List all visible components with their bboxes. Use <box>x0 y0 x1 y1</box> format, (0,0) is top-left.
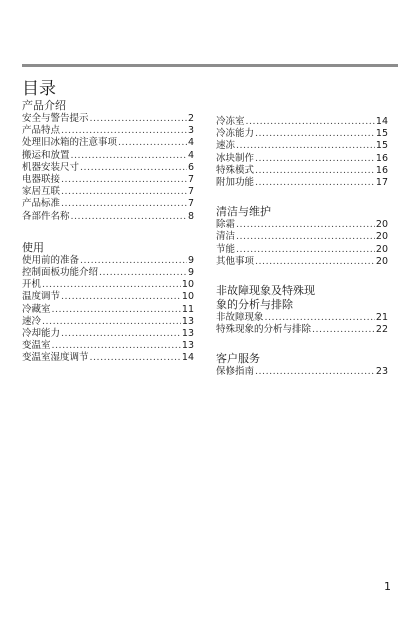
toc-entry-page: 6 <box>187 161 194 173</box>
dot-leader <box>255 177 375 189</box>
toc-entry-label: 安全与警告提示 <box>22 113 89 124</box>
dot-leader <box>255 153 375 165</box>
toc-entry-page: 10 <box>181 291 194 303</box>
toc-entry-page: 15 <box>375 140 388 152</box>
dot-leader <box>52 340 181 352</box>
toc-entry[interactable] <box>22 328 194 340</box>
toc-list-cleaning <box>216 219 388 268</box>
toc-entry-label: 温度调节 <box>22 291 61 303</box>
section-heading-troubleshooting-line-1: 非故障现象及特殊现 <box>216 284 315 298</box>
dot-leader <box>255 366 375 378</box>
toc-entry[interactable] <box>216 140 388 152</box>
toc-entry[interactable] <box>216 324 388 336</box>
toc-entry[interactable] <box>216 312 388 324</box>
toc-entry[interactable] <box>22 291 194 303</box>
toc-entry-page: 14 <box>375 116 388 127</box>
dot-leader <box>255 128 375 140</box>
toc-entry-page: 17 <box>375 177 388 189</box>
title-rule <box>22 64 398 67</box>
section-gap <box>22 223 194 241</box>
toc-list-usage <box>22 255 194 365</box>
dot-leader <box>42 316 181 328</box>
dot-leader <box>80 255 187 267</box>
toc-entry[interactable] <box>22 316 194 328</box>
toc-entry-label: 变温室湿度调节 <box>22 352 89 364</box>
page-title: 目录 <box>22 79 56 99</box>
toc-entry-label: 冷藏室 <box>22 303 51 315</box>
toc-entry-page: 22 <box>375 324 388 336</box>
toc-entry-label: 速冷 <box>22 315 42 327</box>
toc-entry[interactable] <box>216 116 388 128</box>
toc-entry-page: 13 <box>181 328 194 340</box>
dot-leader <box>90 352 181 364</box>
toc-entry-page: 20 <box>375 255 388 267</box>
toc-list-customer-service <box>216 366 388 378</box>
dot-leader <box>255 256 375 268</box>
toc-entry[interactable] <box>216 153 388 165</box>
dot-leader <box>61 174 187 186</box>
toc-entry[interactable] <box>22 352 194 364</box>
dot-leader <box>61 198 187 210</box>
toc-entry-label: 除霜 <box>216 219 236 231</box>
dot-leader <box>61 125 187 137</box>
dot-leader <box>236 219 375 231</box>
dot-leader <box>236 140 375 152</box>
toc-left-column <box>22 99 194 365</box>
toc-entry-page: 7 <box>187 186 194 198</box>
toc-entry-label: 使用前的准备 <box>22 254 80 266</box>
toc-entry[interactable] <box>22 267 194 279</box>
toc-entry-page: 16 <box>375 152 388 164</box>
toc-entry-page: 23 <box>375 366 388 378</box>
toc-entry-page: 7 <box>187 198 194 210</box>
toc-entry[interactable] <box>216 231 388 243</box>
toc-entry[interactable] <box>216 366 388 378</box>
toc-entry[interactable] <box>216 128 388 140</box>
dot-leader <box>236 231 375 243</box>
toc-entry[interactable] <box>22 162 194 174</box>
page-number: 1 <box>384 580 391 593</box>
toc-entry[interactable] <box>22 186 194 198</box>
toc-entry-label: 其他事项 <box>216 255 255 267</box>
dot-leader <box>80 162 187 174</box>
toc-entry-page: 20 <box>375 219 388 231</box>
toc-entry-label: 非故障现象 <box>216 312 264 324</box>
toc-entry-label: 特殊模式 <box>216 164 255 176</box>
toc-entry[interactable] <box>216 256 388 268</box>
section-heading-cleaning: 清洁与维护 <box>216 205 271 219</box>
toc-list-product-intro <box>22 113 194 223</box>
toc-entry-label: 开机 <box>22 279 42 291</box>
dot-leader <box>61 291 181 303</box>
toc-entry-label: 处理旧冰箱的注意事项 <box>22 137 118 149</box>
toc-entry[interactable] <box>22 255 194 267</box>
dot-leader <box>61 186 187 198</box>
dot-leader <box>265 312 375 324</box>
toc-entry-page: 21 <box>375 312 388 324</box>
toc-entry-label: 节能 <box>216 243 236 255</box>
section-heading-troubleshooting-line-2: 象的分析与排除 <box>216 298 293 312</box>
dot-leader <box>118 137 187 149</box>
section-heading-usage: 使用 <box>22 240 44 254</box>
dot-leader <box>61 328 181 340</box>
toc-entry-label: 速冻 <box>216 140 236 152</box>
toc-entry-label: 冷却能力 <box>22 328 61 340</box>
toc-list-freezer <box>216 116 388 189</box>
toc-entry-label: 产品特点 <box>22 125 61 137</box>
toc-entry[interactable] <box>22 279 194 291</box>
toc-entry[interactable] <box>216 165 388 177</box>
toc-entry-label: 家居互联 <box>22 186 61 198</box>
dot-leader <box>71 211 187 223</box>
toc-entry-page: 13 <box>181 315 194 327</box>
toc-entry-page: 20 <box>375 243 388 255</box>
toc-entry-label: 产品标准 <box>22 198 61 210</box>
toc-entry-label: 机器安装尺寸 <box>22 161 80 173</box>
toc-entry-page: 10 <box>181 279 194 291</box>
toc-entry[interactable] <box>22 304 194 316</box>
toc-entry[interactable] <box>22 125 194 137</box>
dot-leader <box>99 267 187 279</box>
toc-entry-label: 冰块制作 <box>216 152 255 164</box>
toc-entry-page: 7 <box>187 174 194 186</box>
toc-entry-page: 11 <box>181 303 194 315</box>
toc-entry[interactable] <box>22 340 194 352</box>
toc-entry-label: 变温室 <box>22 340 51 352</box>
toc-entry-page: 2 <box>187 113 194 124</box>
toc-entry-page: 9 <box>187 254 194 266</box>
toc-entry-label: 冷冻能力 <box>216 128 255 140</box>
toc-entry[interactable] <box>216 244 388 256</box>
toc-entry-page: 13 <box>181 340 194 352</box>
toc-entry[interactable] <box>216 219 388 231</box>
toc-entry-page: 15 <box>375 128 388 140</box>
toc-entry-label: 搬运和放置 <box>22 149 70 161</box>
toc-entry-label: 附加功能 <box>216 177 255 189</box>
toc-entry-label: 控制面板功能介绍 <box>22 267 99 279</box>
toc-entry[interactable] <box>22 211 194 223</box>
toc-entry[interactable] <box>22 198 194 210</box>
toc-entry[interactable] <box>22 137 194 149</box>
dot-leader <box>52 304 181 316</box>
toc-right-column <box>216 116 388 379</box>
dot-leader <box>246 116 375 128</box>
section-gap <box>216 268 388 284</box>
dot-leader <box>90 113 187 125</box>
toc-entry-page: 16 <box>375 164 388 176</box>
toc-entry-page: 14 <box>181 352 194 364</box>
toc-entry-label: 各部件名称 <box>22 210 70 222</box>
toc-entry-page: 9 <box>187 267 194 279</box>
dot-leader <box>236 244 375 256</box>
toc-entry-label: 保修指南 <box>216 366 255 378</box>
toc-entry[interactable] <box>22 174 194 186</box>
toc-entry-label: 冷冻室 <box>216 116 245 127</box>
toc-entry-label: 电器联接 <box>22 174 61 186</box>
toc-entry-label: 特殊现象的分析与排除 <box>216 324 312 336</box>
toc-entry-page: 3 <box>187 125 194 137</box>
toc-entry-label: 清洁 <box>216 231 236 243</box>
toc-list-troubleshooting <box>216 312 388 336</box>
section-gap <box>216 336 388 352</box>
dot-leader <box>71 150 187 162</box>
section-gap <box>216 189 388 205</box>
dot-leader <box>312 324 375 336</box>
toc-entry-page: 8 <box>187 210 194 222</box>
toc-entry[interactable] <box>22 150 194 162</box>
dot-leader <box>255 165 375 177</box>
dot-leader <box>42 279 181 291</box>
toc-entry-page: 20 <box>375 231 388 243</box>
section-heading-customer-service: 客户服务 <box>216 352 260 366</box>
toc-entry-page: 4 <box>187 149 194 161</box>
toc-entry[interactable] <box>22 113 194 125</box>
toc-entry-page: 4 <box>187 137 194 149</box>
section-heading-product-intro: 产品介绍 <box>22 99 66 112</box>
toc-entry[interactable] <box>216 177 388 189</box>
